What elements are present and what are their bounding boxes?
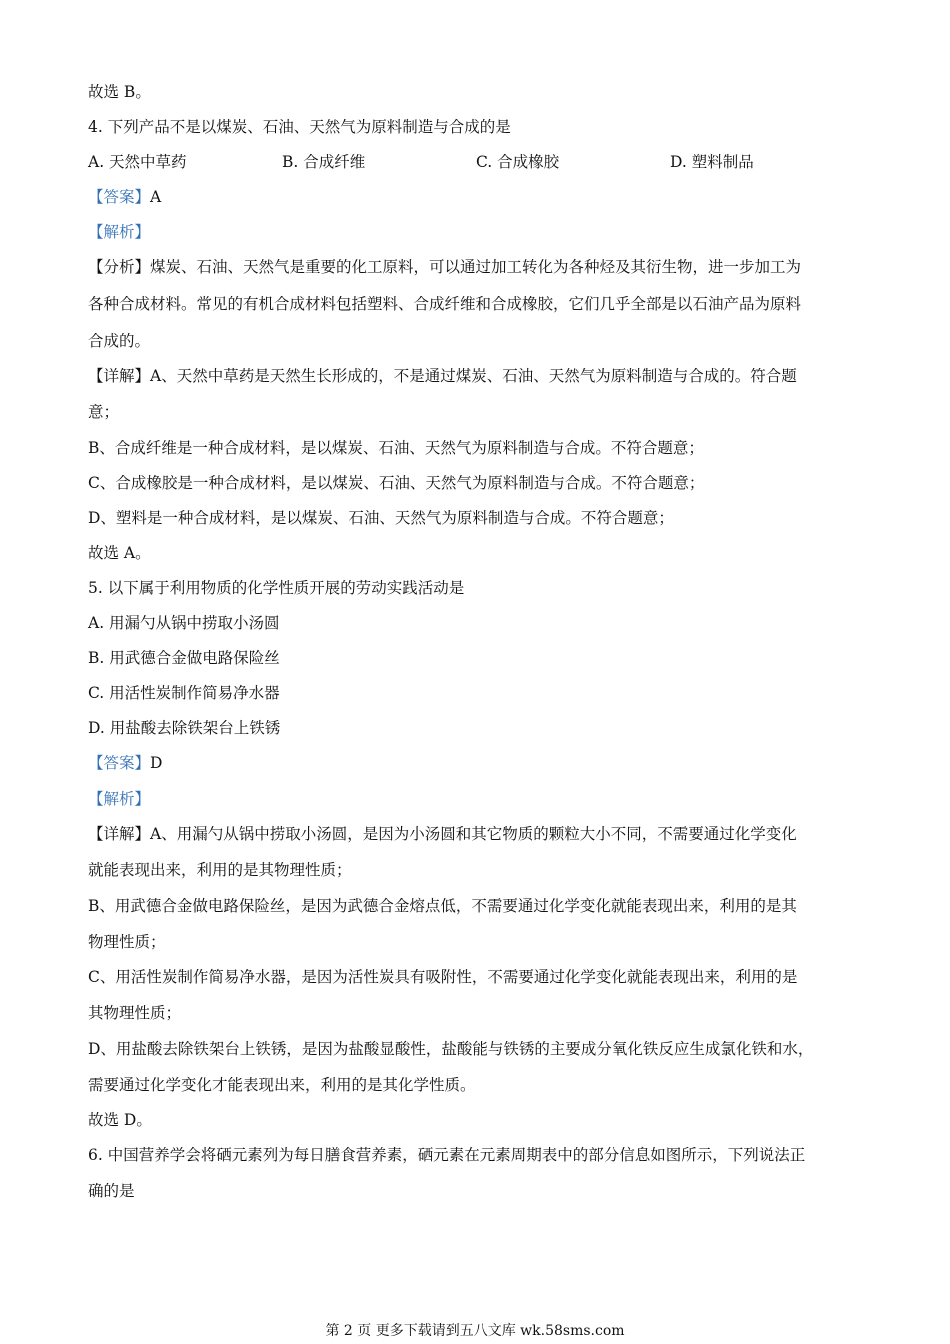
q5-option-a: A. 用漏勺从锅中捞取小汤圆	[88, 614, 280, 632]
q5-xiangjie-c-line-1: C、用活性炭制作简易净水器，是因为活性炭具有吸附性，不需要通过化学变化就能表现出来，利用的是	[88, 968, 798, 986]
q4-xiangjie-c: C、合成橡胶是一种合成材料，是以煤炭、石油、天然气为原料制造与合成。不符合题意；	[88, 474, 705, 492]
q4-fenxi-line-3: 合成的。	[88, 332, 151, 350]
q5-option-b: B. 用武德合金做电路保险丝	[88, 649, 280, 667]
q4-option-a: A. 天然中草药	[88, 153, 187, 171]
q6-stem-line-1: 6. 中国营养学会将硒元素列为每日膳食营养素，硒元素在元素周期表中的部分信息如图所示，下列说法正	[88, 1146, 806, 1164]
answer-tag: 【答案】	[88, 188, 151, 206]
q5-xiangjie-a-line-1: 【详解】A、用漏勺从锅中捞取小汤圆，是因为小汤圆和其它物质的颗粒大小不同，不需要通过化学变化	[88, 825, 797, 843]
q4-option-b: B. 合成纤维	[282, 153, 366, 171]
page-footer: 第 2 页 更多下载请到五八文库 wk.58sms.com	[325, 1323, 625, 1339]
q5-stem: 5. 以下属于利用物质的化学性质开展的劳动实践活动是	[88, 579, 465, 597]
q6-stem-line-2: 确的是	[88, 1182, 135, 1200]
q4-option-d: D. 塑料制品	[670, 153, 754, 171]
q4-xiangjie-line-1: 【详解】A、天然中草药是天然生长形成的，不是通过煤炭、石油、天然气为原料制造与合成的。符合题	[88, 367, 797, 385]
q5-xiangjie-c-line-2: 其物理性质；	[88, 1004, 182, 1022]
q5-analysis-tag: 【解析】	[88, 790, 151, 808]
answer-tag: 【答案】	[88, 754, 151, 772]
q4-options	[88, 152, 864, 172]
q4-analysis-tag: 【解析】	[88, 223, 151, 241]
q5-option-d: D. 用盐酸去除铁架台上铁锈	[88, 719, 281, 737]
q5-conclusion: 故选 D。	[88, 1111, 152, 1129]
q4-fenxi-line-2: 各种合成材料。常见的有机合成材料包括塑料、合成纤维和合成橡胶，它们几乎全部是以石油产品为原料	[88, 295, 802, 313]
q4-answer	[88, 187, 161, 207]
q5-answer-value: D	[150, 754, 163, 772]
q5-xiangjie-d-line-1: D、用盐酸去除铁架台上铁锈，是因为盐酸显酸性，盐酸能与铁锈的主要成分氧化铁反应生成氯化铁和水，	[88, 1040, 814, 1058]
q5-xiangjie-d-line-2: 需要通过化学变化才能表现出来，利用的是其化学性质。	[88, 1076, 476, 1094]
q5-xiangjie-a-line-2: 就能表现出来，利用的是其物理性质；	[88, 861, 352, 879]
q4-option-c: C. 合成橡胶	[476, 153, 560, 171]
q3-conclusion: 故选 B。	[88, 83, 151, 101]
q4-answer-value: A	[150, 188, 162, 206]
q4-stem: 4. 下列产品不是以煤炭、石油、天然气为原料制造与合成的是	[88, 118, 511, 136]
q4-xiangjie-d: D、塑料是一种合成材料，是以煤炭、石油、天然气为原料制造与合成。不符合题意；	[88, 509, 674, 527]
q5-xiangjie-b-line-1: B、用武德合金做电路保险丝，是因为武德合金熔点低，不需要通过化学变化就能表现出来，利用的是其	[88, 897, 797, 915]
q4-xiangjie-b: B、合成纤维是一种合成材料，是以煤炭、石油、天然气为原料制造与合成。不符合题意；	[88, 439, 704, 457]
q5-option-c: C. 用活性炭制作简易净水器	[88, 684, 280, 702]
q5-xiangjie-b-line-2: 物理性质；	[88, 933, 166, 951]
q5-answer	[88, 753, 162, 773]
q4-fenxi-line-1: 【分析】煤炭、石油、天然气是重要的化工原料，可以通过加工转化为各种烃及其衍生物，进一步加工为	[88, 258, 802, 276]
q4-xiangjie-line-2: 意；	[88, 403, 120, 421]
q4-conclusion: 故选 A。	[88, 544, 151, 562]
